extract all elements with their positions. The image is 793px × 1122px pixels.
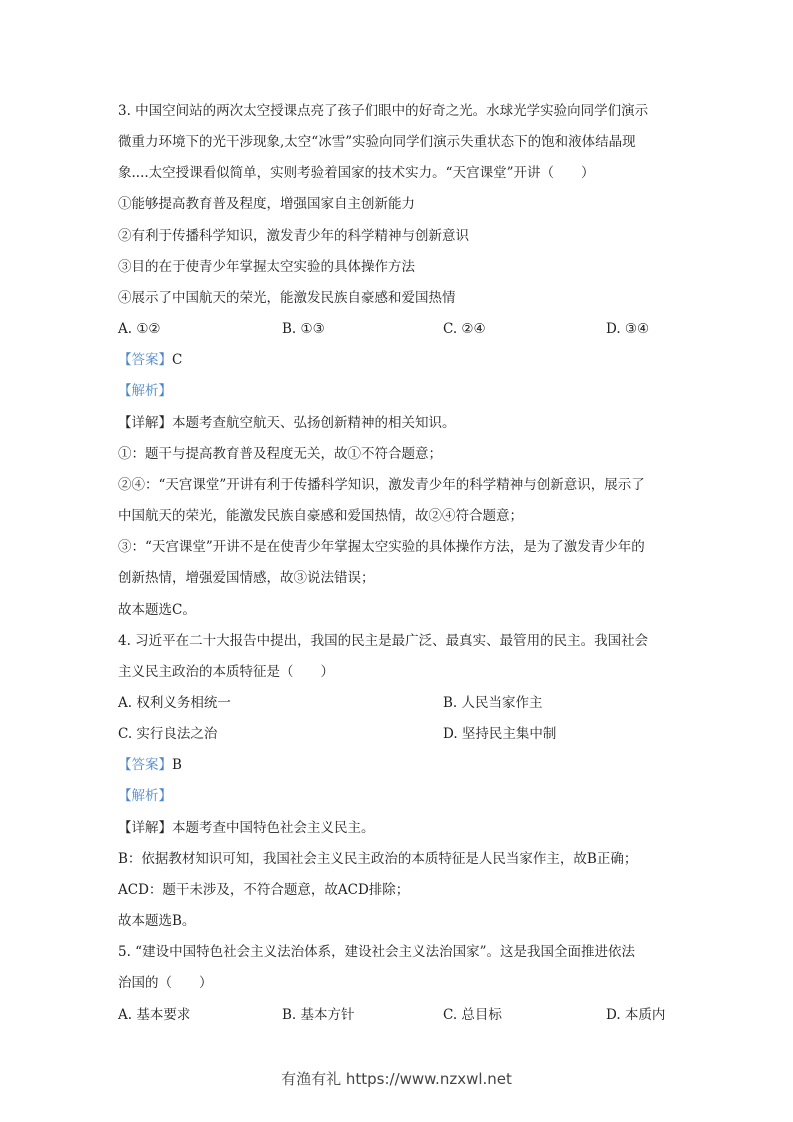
- document-page: [118, 96, 688, 1031]
- q4-stem-line: 主义民主政治的本质特征是（ ）: [118, 663, 334, 680]
- q3-statement: ①能够提高教育普及程度，增强国家自主创新能力: [118, 196, 415, 213]
- q3-options: [118, 314, 688, 345]
- answer-value: C: [172, 352, 183, 369]
- q3-detail: 故本题选C。: [118, 601, 196, 618]
- q4-options-row: [118, 688, 688, 719]
- footer-watermark: 有渔有礼 https://www.nzxwl.net: [281, 1070, 512, 1088]
- q4-option-d: D. 坚持民主集中制: [443, 726, 557, 743]
- q3-stem-line: 象....太空授课看似简单，实则考验着国家的技术实力。“天宫课堂”开讲（ ）: [118, 165, 595, 182]
- q3-option-a: A. ①②: [118, 321, 161, 338]
- q3-answer: [118, 345, 688, 376]
- q3-detail: ②④：“天宫课堂”开讲有利于传播科学知识，激发青少年的科学精神与创新意识，展示了: [118, 476, 645, 493]
- q5-stem-line: 5. “建设中国特色社会主义法治体系，建设社会主义法治国家”。这是我国全面推进依法: [118, 944, 635, 961]
- q4-stem-line: 4. 习近平在二十大报告中提出，我国的民主是最广泛、最真实、最管用的民主。我国社会: [118, 632, 649, 649]
- q4-option-c: C. 实行良法之治: [118, 726, 218, 743]
- answer-label: 【答案】: [118, 757, 172, 774]
- q5-option-c: C. 总目标: [443, 1006, 502, 1023]
- q4-detail: B：依据教材知识可知，我国社会主义民主政治的本质特征是人民当家作主，故B正确；: [118, 850, 638, 867]
- q4-detail: 故本题选B。: [118, 913, 196, 930]
- q3-detail: 中国航天的荣光，能激发民族自豪感和爱国热情，故②④符合题意；: [118, 508, 523, 525]
- q5-option-b: B. 基本方针: [282, 1006, 355, 1023]
- q3-detail: 创新热情，增强爱国情感，故③说法错误；: [118, 570, 375, 587]
- q3-analysis-label: 【解析】: [118, 383, 172, 400]
- q4-option-a: A. 权利义务相统一: [118, 694, 231, 711]
- q3-detail: 【详解】本题考查航空航天、弘扬创新精神的相关知识。: [118, 414, 456, 431]
- q3-statement: ③目的在于使青少年掌握太空实验的具体操作方法: [118, 258, 415, 275]
- q5-option-a: A. 基本要求: [118, 1006, 191, 1023]
- answer-value: B: [172, 757, 182, 774]
- q4-option-b: B. 人民当家作主: [443, 694, 543, 711]
- q5-options: [118, 1000, 688, 1031]
- q4-detail: 【详解】本题考查中国特色社会主义民主。: [118, 819, 375, 836]
- q4-answer: [118, 750, 688, 781]
- q3-option-c: C. ②④: [443, 321, 486, 338]
- q4-detail: ACD：题干未涉及，不符合题意，故ACD排除；: [118, 881, 410, 898]
- q5-stem-line: 治国的（ ）: [118, 975, 213, 992]
- q3-stem-line: 3. 中国空间站的两次太空授课点亮了孩子们眼中的好奇之光。水球光学实验向同学们演示: [118, 103, 649, 119]
- answer-label: 【答案】: [118, 352, 172, 369]
- q3-detail: ③：“天宫课堂”开讲不是在使青少年掌握太空实验的具体操作方法，是为了激发青少年的: [118, 539, 645, 556]
- q3-detail: ①：题干与提高教育普及程度无关，故①不符合题意；: [118, 445, 442, 462]
- q3-statement: ②有利于传播科学知识，激发青少年的科学精神与创新意识: [118, 227, 469, 244]
- q3-statement: ④展示了中国航天的荣光，能激发民族自豪感和爱国热情: [118, 289, 456, 306]
- q3-option-b: B. ①③: [282, 321, 325, 338]
- q3-option-d: D. ③④: [606, 321, 650, 338]
- q3-stem-line: 微重力环境下的光干涉现象,太空“冰雪”实验向同学们演示失重状态下的饱和液体结晶现: [118, 134, 636, 151]
- q4-analysis-label: 【解析】: [118, 788, 172, 805]
- q4-options-row: [118, 719, 688, 750]
- q5-option-d: D. 本质内: [606, 1006, 666, 1023]
